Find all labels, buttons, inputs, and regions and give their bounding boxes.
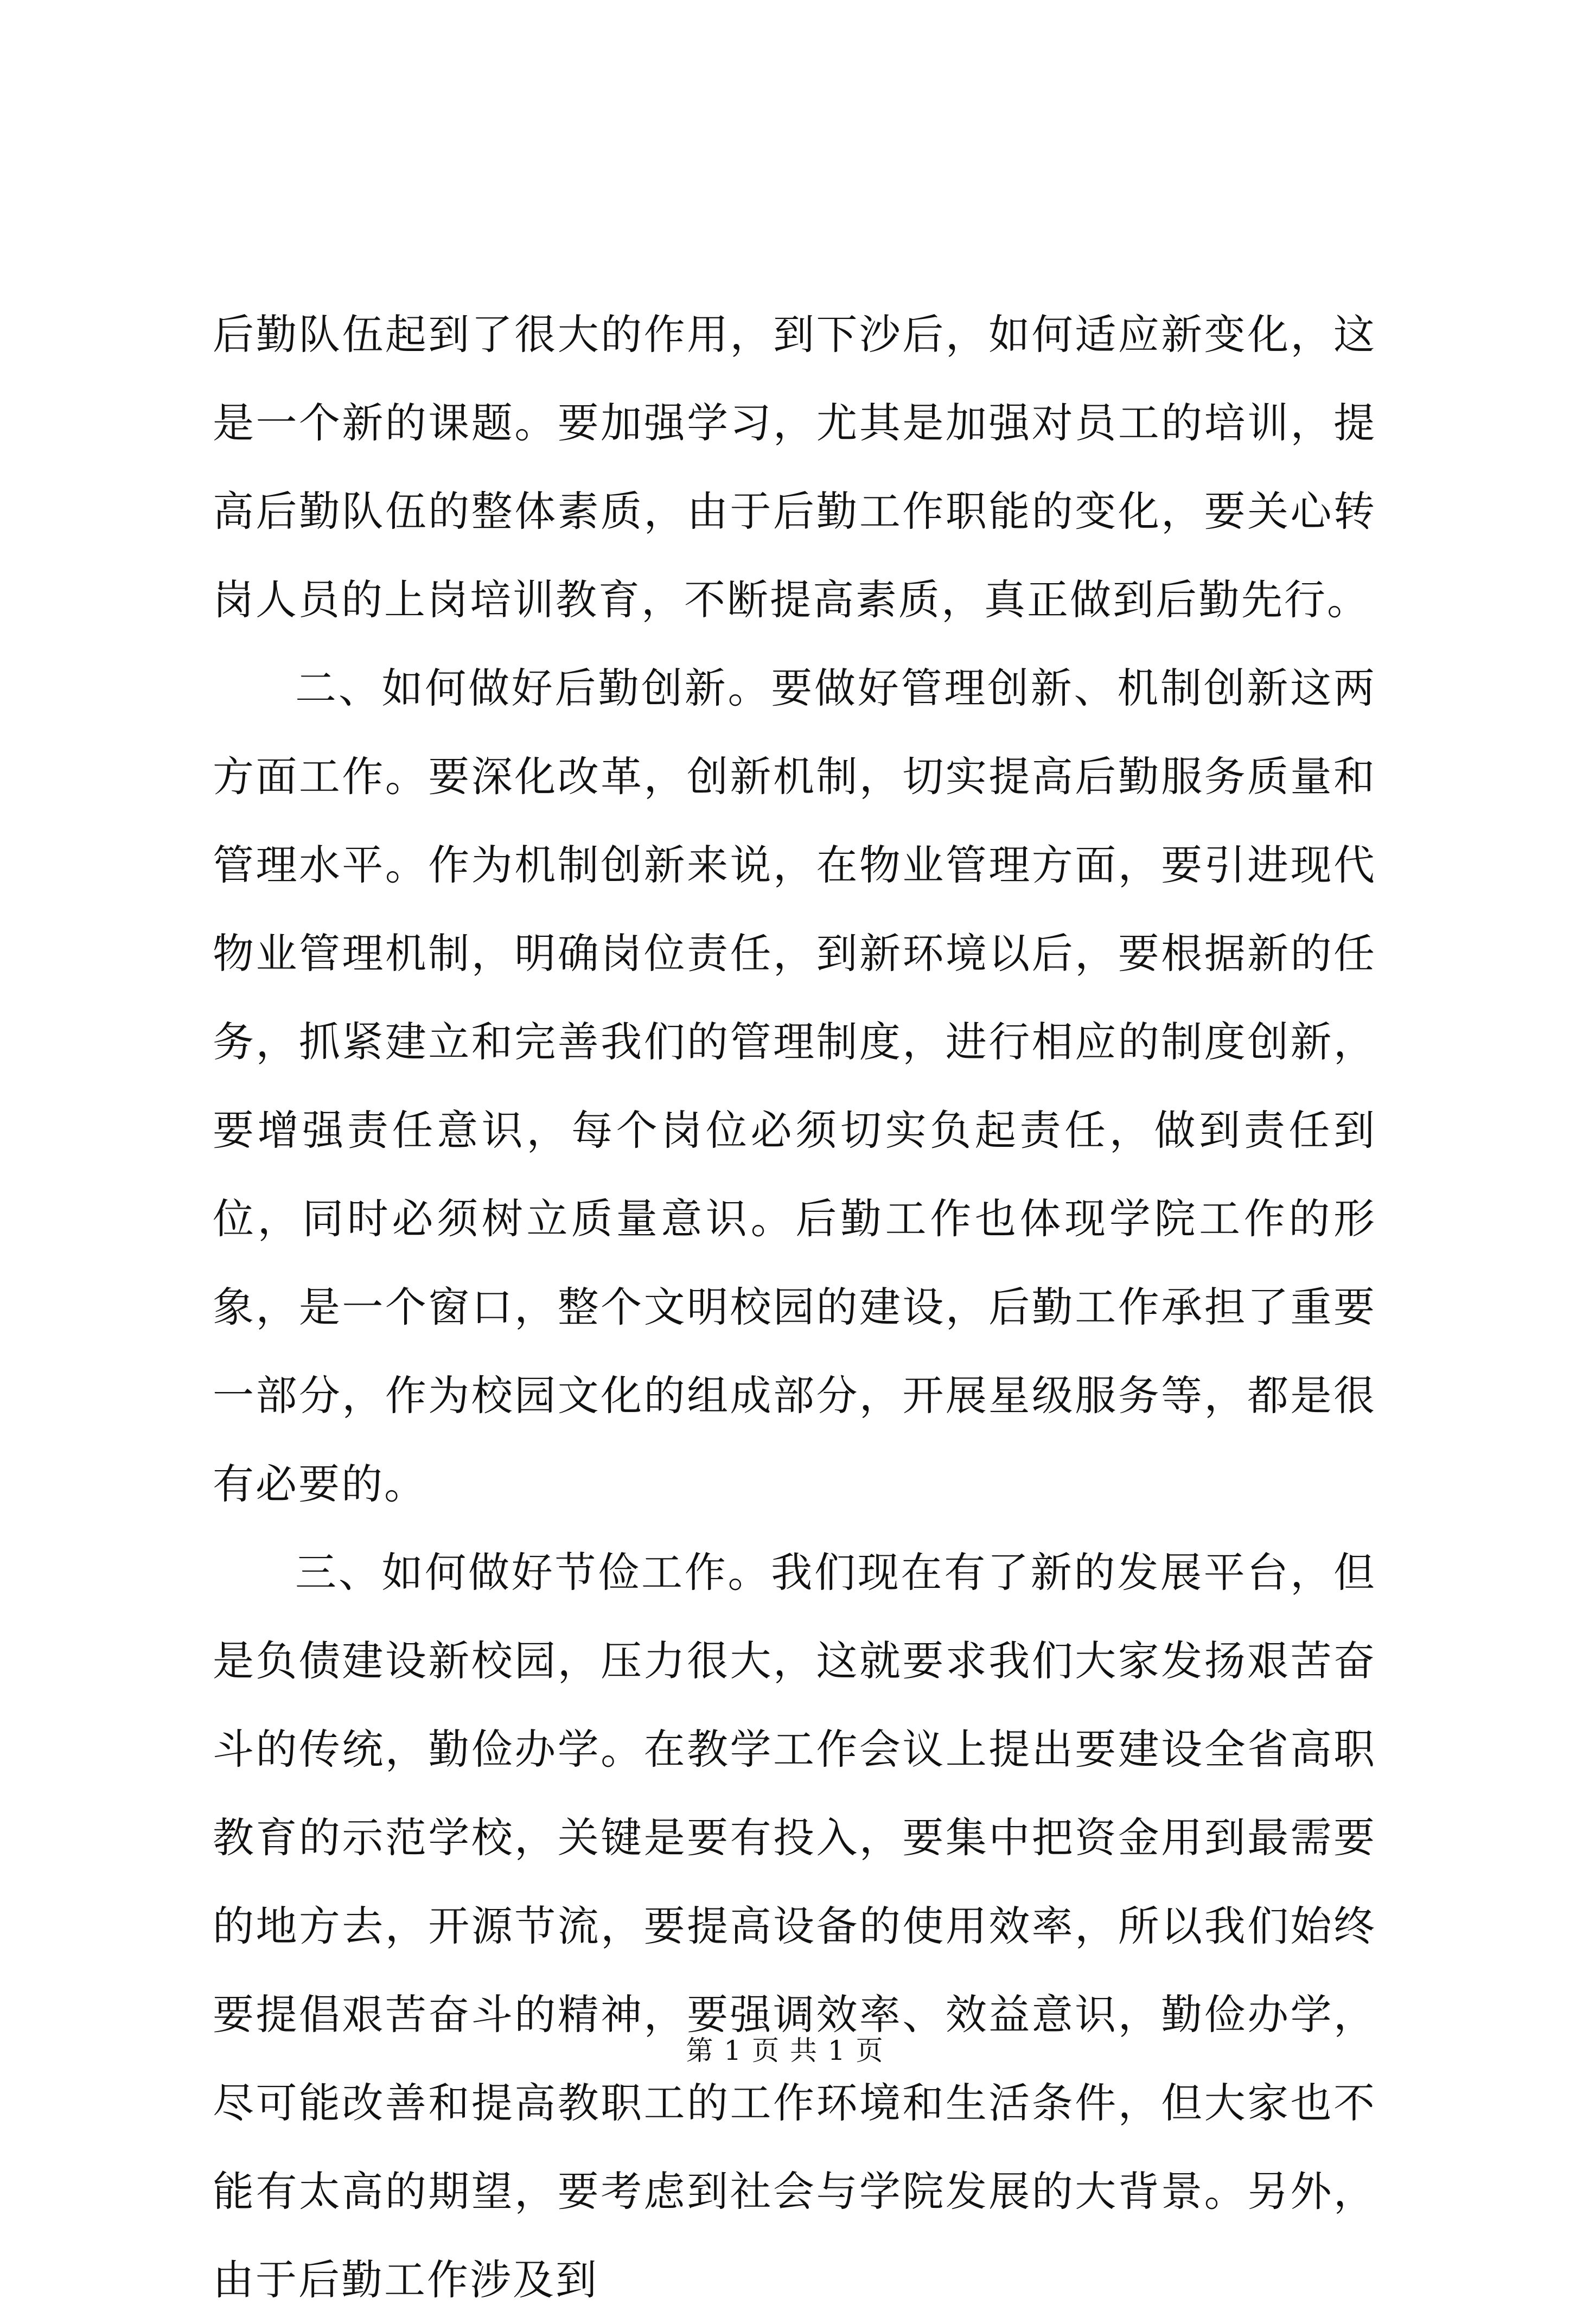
document-body: [213, 290, 1376, 2324]
paragraph-1: 后勤队伍起到了很大的作用，到下沙后，如何适应新变化，这是一个新的课题。要加强学习，尤其是加强对员工的培训，提高后勤队伍的整体素质，由于后勤工作职能的变化，要关心转岗人员的上岗培训教育，不断提高素质，真正做到后勤先行。: [213, 310, 1376, 624]
paragraph-2: 二、如何做好后勤创新。要做好管理创新、机制创新这两方面工作。要深化改革，创新机制，切实提高后勤服务质量和管理水平。作为机制创新来说，在物业管理方面，要引进现代物业管理机制，明确岗位责任，到新环境以后，要根据新的任务，抓紧建立和完善我们的管理制度，进行相应的制度创新，要增强责任意识，每个岗位必须切实负起责任，做到责任到位，同时必须树立质量意识。后勤工作也体现学院工作的形象，是一个窗口，整个文明校园的建设，后勤工作承担了重要一部分，作为校园文化的组成部分，开展星级服务等，都是很有必要的。: [213, 664, 1376, 1508]
page-footer: 第 1 页 共 1 页: [686, 2035, 884, 2066]
paragraph-3: 三、如何做好节俭工作。我们现在有了新的发展平台，但是负债建设新校园，压力很大，这就要求我们大家发扬艰苦奋斗的传统，勤俭办学。在教学工作会议上提出要建设全省高职教育的示范学校，关键是要有投入，要集中把资金用到最需要的地方去，开源节流，要提高设备的使用效率，所以我们始终要提倡艰苦奋斗的精神，要强调效率、效益意识，勤俭办学，尽可能改善和提高教职工的工作环境和生活条件，但大家也不能有太高的期望，要考虑到社会与学院发展的大背景。另外，由于后勤工作涉及到: [213, 1548, 1376, 2304]
